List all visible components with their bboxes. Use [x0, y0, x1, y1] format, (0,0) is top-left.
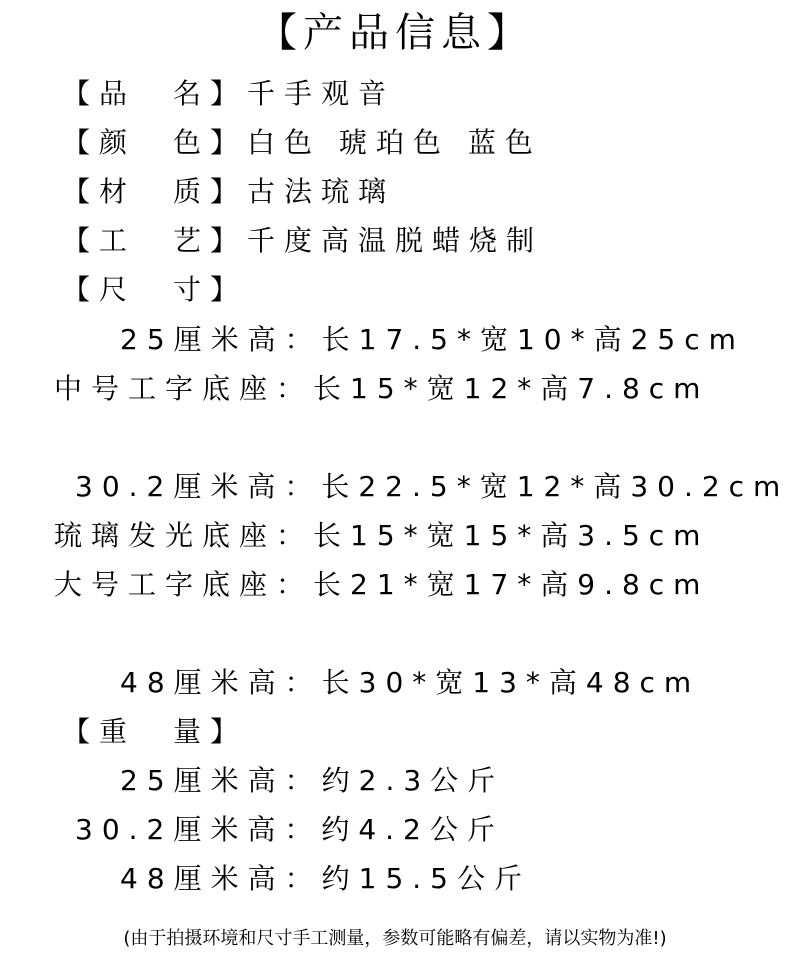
weight-line-48: 48厘米高：约15.5公斤: [120, 862, 531, 895]
spec-row-color: [62, 125, 542, 161]
spec-value-material: 古法琉璃: [247, 175, 396, 208]
page-title: 【产品信息】: [257, 10, 533, 56]
size-line-25: 25厘米高：长17.5*宽10*高25cm: [120, 323, 745, 356]
spec-label-weight: 【重 量】: [62, 715, 248, 748]
size-line-mid-base: 中号工字底座：长15*宽12*高7.8cm: [54, 372, 710, 405]
weight-line-30: 30.2厘米高：约4.2公斤: [75, 813, 504, 846]
spec-label-craft: 【工 艺】: [62, 224, 248, 257]
weight-line-25: 25厘米高：约2.3公斤: [120, 764, 505, 797]
size-line-30: 30.2厘米高：长22.5*宽12*高30.2cm: [75, 470, 790, 503]
spec-label-size: 【尺 寸】: [62, 273, 248, 306]
spec-label-name: 【品 名】: [62, 77, 248, 110]
size-line-glow-base: 琉璃发光底座：长15*宽15*高3.5cm: [54, 519, 710, 552]
spec-row-weight: [62, 714, 247, 750]
spec-row-material: [62, 174, 395, 210]
disclaimer-note: (由于拍摄环境和尺寸手工测量，参数可能略有偏差，请以实物为准!): [123, 928, 667, 949]
spec-row-name: [62, 76, 395, 112]
size-line-large-base: 大号工字底座：长21*宽17*高9.8cm: [54, 568, 710, 601]
size-line-48: 48厘米高：长30*宽13*高48cm: [120, 666, 701, 699]
spec-row-craft: [62, 223, 543, 259]
spec-value-name: 千手观音: [247, 77, 396, 110]
spec-label-color: 【颜 色】: [62, 126, 248, 159]
spec-value-color: 白色 琥珀色 蓝色: [247, 126, 542, 159]
spec-row-size: [62, 272, 247, 308]
spec-label-material: 【材 质】: [62, 175, 248, 208]
spec-value-craft: 千度高温脱蜡烧制: [247, 224, 544, 257]
